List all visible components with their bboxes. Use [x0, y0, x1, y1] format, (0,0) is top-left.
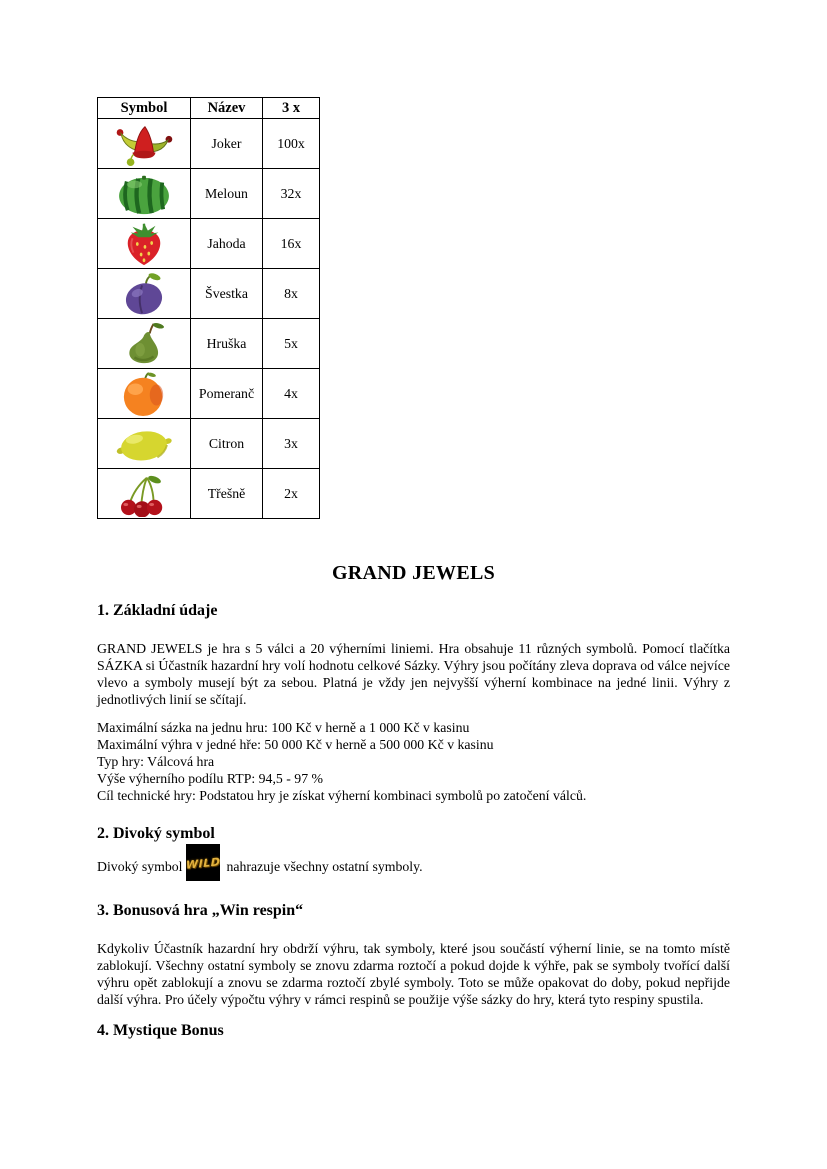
symbol-payout-table	[97, 97, 320, 519]
symbol-multiplier: 8x	[263, 269, 320, 319]
symbol-multiplier: 32x	[263, 169, 320, 219]
header-symbol: Symbol	[98, 98, 191, 119]
joker-icon	[112, 121, 176, 167]
symbol-multiplier: 4x	[263, 369, 320, 419]
header-3x: 3 x	[263, 98, 320, 119]
wild-symbol-line	[97, 844, 730, 881]
symbol-multiplier: 3x	[263, 419, 320, 469]
table-header-row	[98, 98, 320, 119]
symbol-name: Pomeranč	[191, 369, 263, 419]
document-title: GRAND JEWELS	[331, 562, 496, 584]
section-1-heading: 1. Základní údaje	[97, 602, 218, 619]
wild-text-after: nahrazuje všechny ostatní symboly.	[226, 859, 423, 874]
section-2-heading: 2. Divoký symbol	[97, 825, 215, 842]
symbol-name: Citron	[191, 419, 263, 469]
symbol-name: Švestka	[191, 269, 263, 319]
table-row	[98, 419, 320, 469]
symbol-multiplier: 16x	[263, 219, 320, 269]
orange-icon	[114, 371, 174, 417]
table-row	[98, 319, 320, 369]
section-1-paragraph: GRAND JEWELS je hra s 5 válci a 20 výherními liniemi. Hra obsahuje 11 různých symbolů. Pomocí tlačítka SÁZKA si Účastník hazardní hry volí hodnotu celkové Sázky. Výhry jsou počítány zleva doprava od válce nejvíce vlevo a symboly musejí být za sebou. Platná je vždy jen nejvyšší výherní kombinace na jedné linii. Výhry z jednotlivých linií se sčítají.	[97, 641, 730, 707]
strawberry-icon	[114, 221, 174, 267]
header-nazev: Název	[191, 98, 263, 119]
symbol-name: Jahoda	[191, 219, 263, 269]
pear-icon	[114, 321, 174, 367]
table-row	[98, 169, 320, 219]
wild-symbol-label: WILD	[186, 855, 221, 872]
cherries-icon	[114, 471, 174, 517]
symbol-multiplier: 5x	[263, 319, 320, 369]
table-row	[98, 469, 320, 519]
game-info-block	[97, 719, 730, 804]
table-row	[98, 219, 320, 269]
section-3-paragraph: Kdykoliv Účastník hazardní hry obdrží výhru, tak symboly, které jsou součástí výherní linie, se na tomto místě zablokují. Všechny ostatní symboly se znovu zdarma roztočí a pokud dojde k výhře, pak se symboly tvořící další výhru opět zablokují a znovu se zdarma roztočí zbylé symboly. Toto se může opakovat do doby, pokud nepřijde další výhra. Pro účely výpočtu výhry v rámci respinů se použije výše sázky do hry, která tyto respiny spustila.	[97, 941, 730, 1007]
info-line-game-goal: Cíl technické hry: Podstatou hry je získat výherní kombinaci symbolů po zatočení válců.	[97, 788, 587, 803]
symbol-name: Třešně	[191, 469, 263, 519]
info-line-max-bet: Maximální sázka na jednu hru: 100 Kč v herně a 1 000 Kč v kasinu	[97, 720, 470, 735]
info-line-game-type: Typ hry: Válcová hra	[97, 754, 215, 769]
plum-icon	[114, 271, 174, 317]
symbol-name: Hruška	[191, 319, 263, 369]
symbol-name: Meloun	[191, 169, 263, 219]
info-line-max-win: Maximální výhra v jedné hře: 50 000 Kč v herně a 500 000 Kč v kasinu	[97, 737, 494, 752]
section-3-heading: 3. Bonusová hra „Win respin“	[97, 902, 304, 919]
symbol-name: Joker	[191, 119, 263, 169]
table-row	[98, 369, 320, 419]
lemon-icon	[114, 421, 174, 467]
table-row	[98, 269, 320, 319]
section-4-heading: 4. Mystique Bonus	[97, 1022, 224, 1039]
info-line-rtp: Výše výherního podílu RTP: 94,5 - 97 %	[97, 771, 324, 786]
wild-text-before: Divoký symbol	[97, 859, 183, 874]
wild-symbol-icon	[186, 844, 220, 881]
watermelon-icon	[114, 171, 174, 217]
symbol-multiplier: 100x	[263, 119, 320, 169]
symbol-multiplier: 2x	[263, 469, 320, 519]
table-row	[98, 119, 320, 169]
